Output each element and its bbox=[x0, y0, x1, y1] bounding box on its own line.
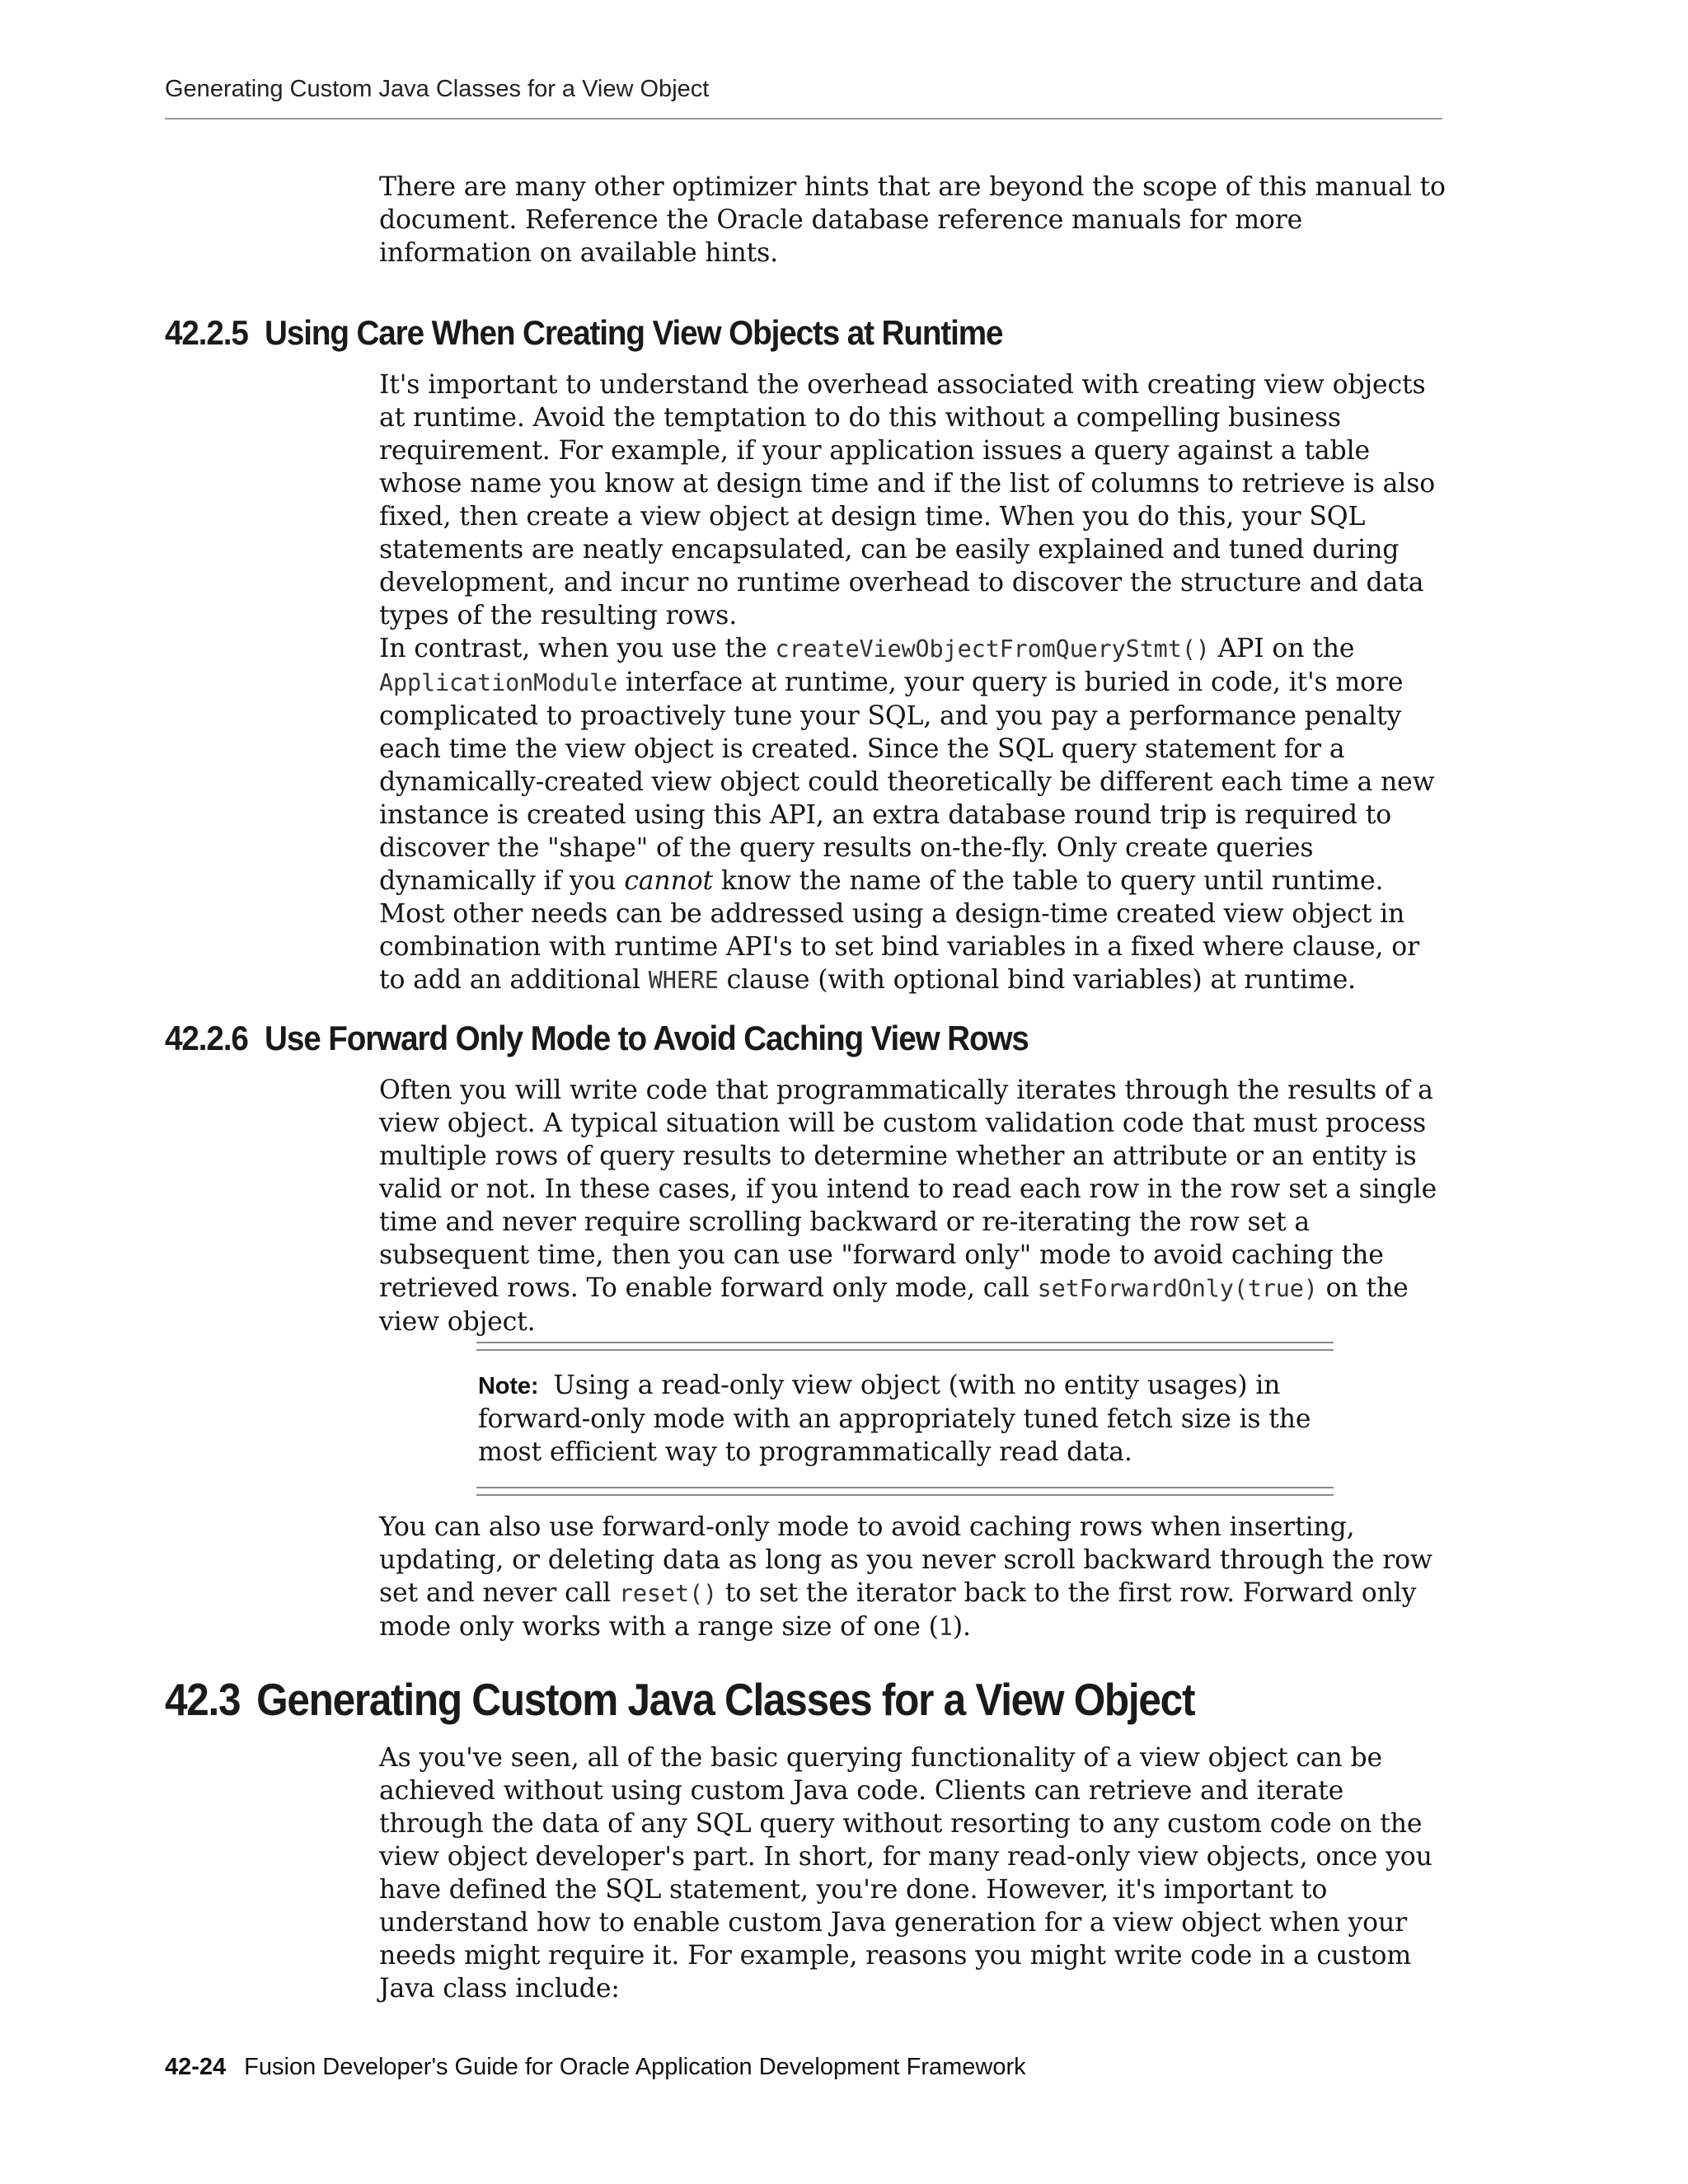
section-heading-42-3 bbox=[165, 1673, 1194, 1726]
note-bottom-rule bbox=[476, 1487, 1334, 1496]
text-run: to set the iterator back to the first row. Forward only mode only works with a range size of one ( bbox=[379, 1578, 1417, 1642]
text-run: clause (with optional bind variables) at runtime. bbox=[718, 965, 1357, 995]
paragraph bbox=[379, 632, 1451, 997]
section-42-3-body bbox=[379, 1741, 1451, 2005]
paragraph bbox=[379, 1074, 1451, 1338]
section-number: 42.2.6 bbox=[165, 1019, 248, 1057]
section-42-2-6-body-continued bbox=[379, 1511, 1451, 1644]
section-title: Using Care When Creating View Objects at Runtime bbox=[265, 313, 1003, 352]
code-reset: reset() bbox=[618, 1580, 717, 1607]
section-title: Use Forward Only Mode to Avoid Caching View Rows bbox=[265, 1019, 1029, 1057]
emphasis-cannot: cannot bbox=[624, 866, 714, 896]
code-one: 1 bbox=[938, 1614, 953, 1641]
note-label: Note: bbox=[478, 1373, 539, 1399]
text-run: In contrast, when you use the bbox=[379, 634, 776, 663]
text-run: API on the bbox=[1209, 634, 1355, 663]
section-42-2-6-body bbox=[379, 1074, 1451, 1338]
note-box bbox=[476, 1342, 1334, 1496]
page-number: 42-24 bbox=[165, 2054, 227, 2080]
section-heading-42-2-5 bbox=[165, 313, 1002, 353]
paragraph: As you've seen, all of the basic querying functionality of a view object can be achieved without using custom Java code. Clients can retrieve and iterate through the data of any SQL query without resorting to any custom code on the view object developer's part. In short, for many read-only view objects, once you have defined the SQL statement, you're done. However, it's important to understand how to enable custom Java generation for a view object when your needs might require it. For example, reasons you might write code in a custom Java class include: bbox=[379, 1743, 1432, 2004]
book-title: Fusion Developer's Guide for Oracle Application Development Framework bbox=[244, 2054, 1026, 2080]
code-set-forward-only: setForwardOnly(true) bbox=[1037, 1275, 1318, 1302]
intro-section bbox=[379, 171, 1451, 269]
paragraph: It's important to understand the overhead associated with creating view objects at runtime. Avoid the temptation to do this without a compelling business requirement. For example, if your application issues a query against a table whose name you know at design time and if the list of columns to retrieve is also fixed, then create a view object at design time. When you do this, your SQL statements are neatly encapsulated, can be easily explained and tuned during development, and incur no runtime overhead to discover the structure and data types of the resulting rows. bbox=[379, 370, 1436, 630]
text-run: on the view object. bbox=[379, 1273, 1409, 1337]
code-create-view-object: createViewObjectFromQueryStmt() bbox=[775, 635, 1210, 663]
note-paragraph bbox=[478, 1369, 1334, 1469]
text-run: You can also use forward-only mode to avoid caching rows when inserting, updating, or deleting data as long as you never scroll backward through the row set and never call bbox=[379, 1512, 1432, 1608]
section-title: Generating Custom Java Classes for a View Object bbox=[256, 1674, 1195, 1725]
intro-paragraph: There are many other optimizer hints that are beyond the scope of this manual to document. Reference the Oracle database reference manuals for more information on available hints. bbox=[379, 172, 1446, 268]
note-content bbox=[476, 1351, 1334, 1487]
section-42-2-5-body bbox=[379, 368, 1451, 997]
note-text: Using a read-only view object (with no entity usages) in forward-only mode with an appropriately tuned fetch size is the most efficient way to programmatically read data. bbox=[478, 1371, 1311, 1467]
running-header: Generating Custom Java Classes for a View Object bbox=[165, 76, 1442, 120]
text-run: ). bbox=[952, 1612, 971, 1642]
page-footer bbox=[165, 2054, 1026, 2081]
section-heading-42-2-6 bbox=[165, 1019, 1029, 1058]
note-top-rule bbox=[476, 1342, 1334, 1351]
section-number: 42.2.5 bbox=[165, 313, 248, 352]
text-run: Often you will write code that programmatically iterates through the results of a view object. A typical situation will be custom validation code that must process multiple rows of query results to determine whether an attribute or an entity is valid or not. In these cases, if you intend to read each row in the row set a single time and never require scrolling backward or re-iterating the row set a subsequent time, then you can use "forward only" mode to avoid caching the retrieved rows. To enable forward only mode, call bbox=[379, 1076, 1437, 1303]
section-number: 42.3 bbox=[165, 1674, 241, 1725]
code-application-module: ApplicationModule bbox=[379, 669, 618, 696]
text-run: know the name of the table to query until runtime. Most other needs can be addressed using a design-time created view object in combination with runtime API's to set bind variables in a fixed where clause, or to add an additional bbox=[379, 866, 1419, 995]
text-run: interface at runtime, your query is buried in code, it's more complicated to proactively tune your SQL, and you pay a performance penalty each time the view object is created. Since the SQL query statement for a dynamically-created view object could theoretically be different each time a new instance is created using this API, an extra database round trip is required to discover the "shape" of the query results on-the-fly. Only create queries dynamically if you bbox=[379, 668, 1435, 896]
code-where: WHERE bbox=[648, 967, 719, 994]
paragraph bbox=[379, 1511, 1451, 1644]
